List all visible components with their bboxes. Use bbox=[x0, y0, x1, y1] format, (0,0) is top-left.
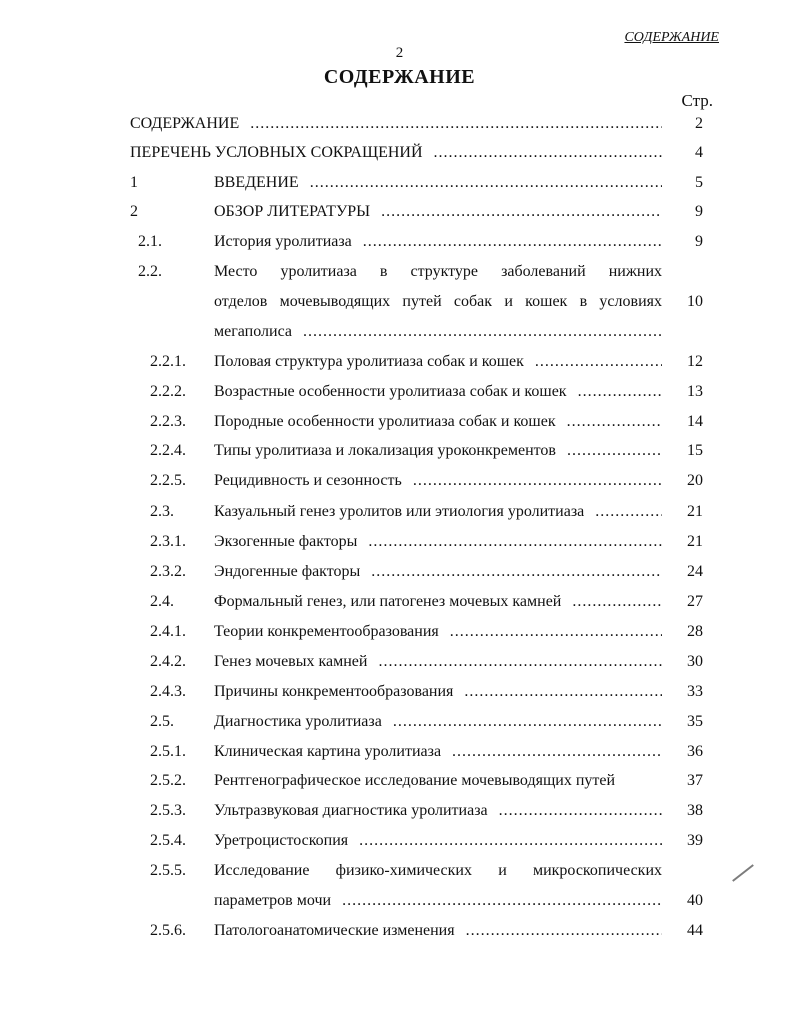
toc-number: 2.2.5. bbox=[150, 472, 186, 489]
toc-page: 35 bbox=[687, 713, 703, 730]
toc-row[interactable] bbox=[0, 436, 799, 466]
toc-number: 2.5.3. bbox=[150, 802, 186, 819]
toc-title: Генез мочевых камней ..... bbox=[214, 647, 662, 677]
toc-row[interactable] bbox=[0, 527, 799, 557]
page-column-label: Стр. bbox=[681, 91, 713, 110]
toc-row[interactable] bbox=[0, 677, 799, 707]
toc-number: 2.2.1. bbox=[150, 353, 186, 370]
toc-row[interactable] bbox=[0, 197, 799, 227]
toc-row[interactable] bbox=[0, 647, 799, 677]
toc-page: 39 bbox=[687, 832, 703, 849]
toc-number: 2.3.1. bbox=[150, 533, 186, 550]
toc-number: 2.2.4. bbox=[150, 442, 186, 459]
toc-title: Эндогенные факторы ..... bbox=[214, 557, 662, 587]
toc-title: Патологоанатомические изменения ..... bbox=[214, 916, 662, 946]
toc-page: 9 bbox=[695, 203, 703, 220]
toc-page: 24 bbox=[687, 563, 703, 580]
toc-title: Ультразвуковая диагностика уролитиаза ..... bbox=[214, 796, 662, 826]
toc-row[interactable] bbox=[0, 377, 799, 407]
toc-title: Породные особенности уролитиаза собак и кошек ..... bbox=[214, 407, 662, 437]
toc-number: 2.3.2. bbox=[150, 563, 186, 580]
toc-number: 2.3. bbox=[150, 503, 174, 520]
toc-number: 2.4.3. bbox=[150, 683, 186, 700]
toc-row[interactable] bbox=[0, 617, 799, 647]
toc-title: ПЕРЕЧЕНЬ УСЛОВНЫХ СОКРАЩЕНИЙ ..... bbox=[130, 138, 662, 168]
toc-number: 2.1. bbox=[138, 233, 162, 250]
toc-page: 4 bbox=[695, 144, 703, 161]
toc-title: Казуальный генез уролитов или этиология уролитиаза ..... bbox=[214, 497, 662, 527]
toc-number: 2.5.6. bbox=[150, 922, 186, 939]
toc-number: 2.5.1. bbox=[150, 743, 186, 760]
toc-number: 2.2. bbox=[138, 263, 162, 280]
toc-row[interactable] bbox=[0, 796, 799, 826]
toc-title: Рентгенографическое исследование мочевыводящих путей bbox=[214, 766, 662, 796]
page-number: 2 bbox=[395, 45, 404, 61]
toc-row[interactable] bbox=[0, 138, 799, 168]
toc-page: 10 bbox=[687, 293, 703, 310]
toc-row[interactable] bbox=[0, 766, 799, 796]
toc-title: ВВЕДЕНИЕ ..... bbox=[214, 168, 662, 198]
toc-row[interactable] bbox=[0, 737, 799, 767]
toc-number: 2.2.2. bbox=[150, 383, 186, 400]
toc-title: История уролитиаза ..... bbox=[214, 227, 662, 257]
toc-row[interactable] bbox=[0, 497, 799, 527]
toc-number: 2.5.4. bbox=[150, 832, 186, 849]
toc-page: 12 bbox=[687, 353, 703, 370]
toc-row[interactable] bbox=[0, 407, 799, 437]
toc-row[interactable] bbox=[0, 466, 799, 496]
toc-row[interactable] bbox=[0, 557, 799, 587]
toc-title: Рецидивность и сезонность ..... bbox=[214, 466, 662, 496]
toc-row[interactable] bbox=[0, 916, 799, 946]
toc-page: 14 bbox=[687, 413, 703, 430]
page-title: СОДЕРЖАНИЕ bbox=[323, 66, 476, 88]
toc-title: Типы уролитиаза и локализация уроконкрементов ..... bbox=[214, 436, 662, 466]
toc-title: СОДЕРЖАНИЕ ..... bbox=[130, 109, 662, 139]
toc-title-line: Исследование физико-химических и микроскопических bbox=[214, 862, 662, 879]
toc-number: 2.4.1. bbox=[150, 623, 186, 640]
toc-number: 2 bbox=[130, 203, 138, 220]
toc-page: 2 bbox=[695, 115, 703, 132]
toc-page: 27 bbox=[687, 593, 703, 610]
toc-title: Причины конкрементообразования ..... bbox=[214, 677, 662, 707]
toc-title-line: отделов мочевыводящих путей собак и кошек в условиях bbox=[214, 293, 662, 310]
toc-page: 37 bbox=[687, 772, 703, 789]
toc-page: 44 bbox=[687, 922, 703, 939]
toc-row[interactable] bbox=[0, 587, 799, 617]
toc-page: 9 bbox=[695, 233, 703, 250]
toc-number: 2.4. bbox=[150, 593, 174, 610]
toc-row[interactable] bbox=[0, 257, 799, 347]
toc-page: 13 bbox=[687, 383, 703, 400]
toc-title-line: параметров мочи ..... bbox=[214, 886, 662, 916]
toc-title: Диагностика уролитиаза ..... bbox=[214, 707, 662, 737]
toc-page: 38 bbox=[687, 802, 703, 819]
toc-row[interactable] bbox=[0, 707, 799, 737]
toc-page: 5 bbox=[695, 174, 703, 191]
toc-row[interactable] bbox=[0, 826, 799, 856]
toc-row[interactable] bbox=[0, 347, 799, 377]
toc-title-line: Место уролитиаза в структуре заболеваний нижних bbox=[214, 263, 662, 280]
toc-title: Клиническая картина уролитиаза ..... bbox=[214, 737, 662, 767]
toc-title: ОБЗОР ЛИТЕРАТУРЫ ..... bbox=[214, 197, 662, 227]
toc-row[interactable] bbox=[0, 109, 799, 139]
toc-row[interactable] bbox=[0, 168, 799, 198]
toc-page: 36 bbox=[687, 743, 703, 760]
toc-title: Уретроцистоскопия ..... bbox=[214, 826, 662, 856]
toc-number: 2.2.3. bbox=[150, 413, 186, 430]
toc-row[interactable] bbox=[0, 227, 799, 257]
toc-number: 1 bbox=[130, 174, 138, 191]
toc-row[interactable] bbox=[0, 856, 799, 916]
toc-title: Формальный генез, или патогенез мочевых камней ..... bbox=[214, 587, 662, 617]
toc-page: 40 bbox=[687, 892, 703, 909]
toc-title-line: мегаполиса ..... bbox=[214, 317, 662, 347]
toc-page: 28 bbox=[687, 623, 703, 640]
toc-number: 2.5.5. bbox=[150, 862, 186, 879]
toc-title: Половая структура уролитиаза собак и кошек ..... bbox=[214, 347, 662, 377]
toc-page: 20 bbox=[687, 472, 703, 489]
toc-page: 21 bbox=[687, 533, 703, 550]
toc-page: 30 bbox=[687, 653, 703, 670]
toc-page: 33 bbox=[687, 683, 703, 700]
toc-title: Возрастные особенности уролитиаза собак и кошек ..... bbox=[214, 377, 662, 407]
toc-number: 2.5. bbox=[150, 713, 174, 730]
toc-page: 21 bbox=[687, 503, 703, 520]
toc-page: 15 bbox=[687, 442, 703, 459]
toc-title: Теории конкрементообразования ..... bbox=[214, 617, 662, 647]
toc-title: Экзогенные факторы ..... bbox=[214, 527, 662, 557]
header-section-label: СОДЕРЖАНИЕ bbox=[624, 30, 719, 45]
toc-number: 2.4.2. bbox=[150, 653, 186, 670]
toc-number: 2.5.2. bbox=[150, 772, 186, 789]
